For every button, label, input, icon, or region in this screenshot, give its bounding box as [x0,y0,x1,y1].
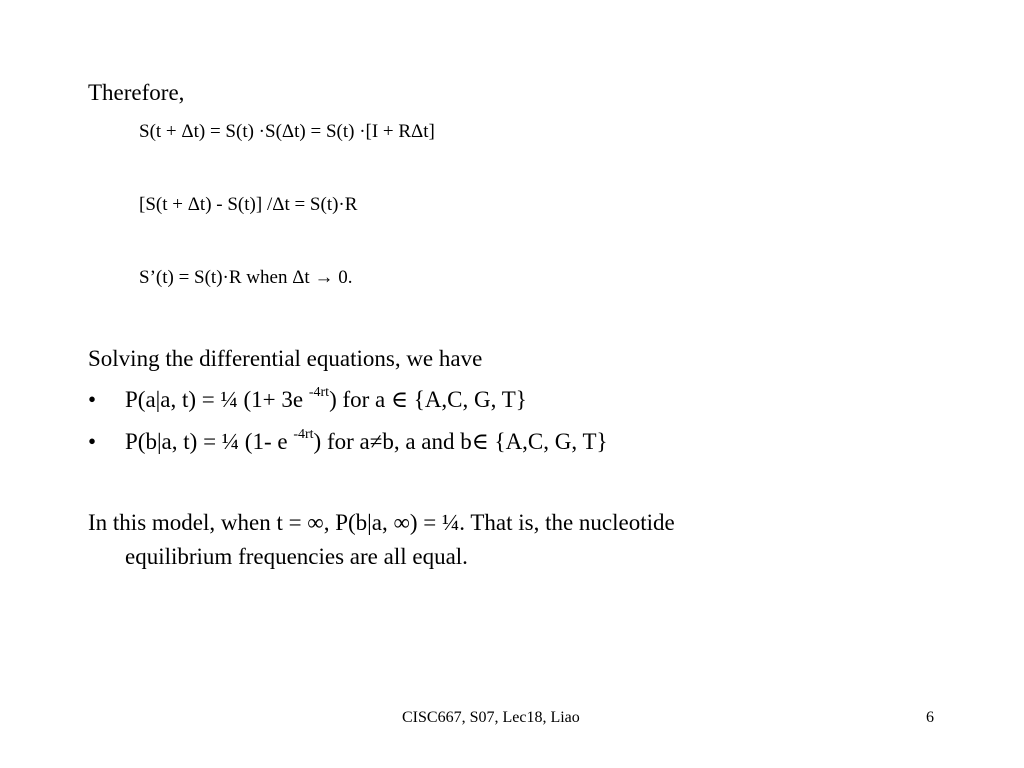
conclusion-line-1: In this model, when t = ∞, P(b|a, ∞) = ¼. That is, the nucleotide [88,510,675,535]
conclusion-line-2: equilibrium frequencies are all equal. [125,544,468,569]
footer-course-label: CISC667, S07, Lec18, Liao [402,709,580,726]
bullet-1-pre: P(a|a, t) = ¼ (1+ 3e [125,387,309,412]
equation-1: S(t + Δt) = S(t) ·S(Δt) = S(t) ·[I + RΔt] [139,121,435,142]
bullet-1-post: ) for a ∈ {A,C, G, T} [329,387,527,412]
footer-page-number: 6 [926,709,934,726]
equation-2: [S(t + Δt) - S(t)] /Δt = S(t)·R [139,194,358,215]
bullet-dot: • [88,429,97,454]
bullet-2-pre: P(b|a, t) = ¼ (1- e [125,429,294,454]
solving-text: Solving the differential equations, we have [88,346,483,371]
equation-3: S’(t) = S(t)·R when Δt → 0. [139,267,353,288]
bullet-item-1 [125,387,527,413]
bullet-1-exponent: -4rt [308,385,330,401]
heading-therefore: Therefore, [88,80,185,105]
bullet-item-2 [125,429,608,455]
bullet-dot: • [88,387,97,412]
bullet-2-post: ) for a≠b, a and b∈ {A,C, G, T} [313,429,608,454]
bullet-2-exponent: -4rt [293,427,314,443]
